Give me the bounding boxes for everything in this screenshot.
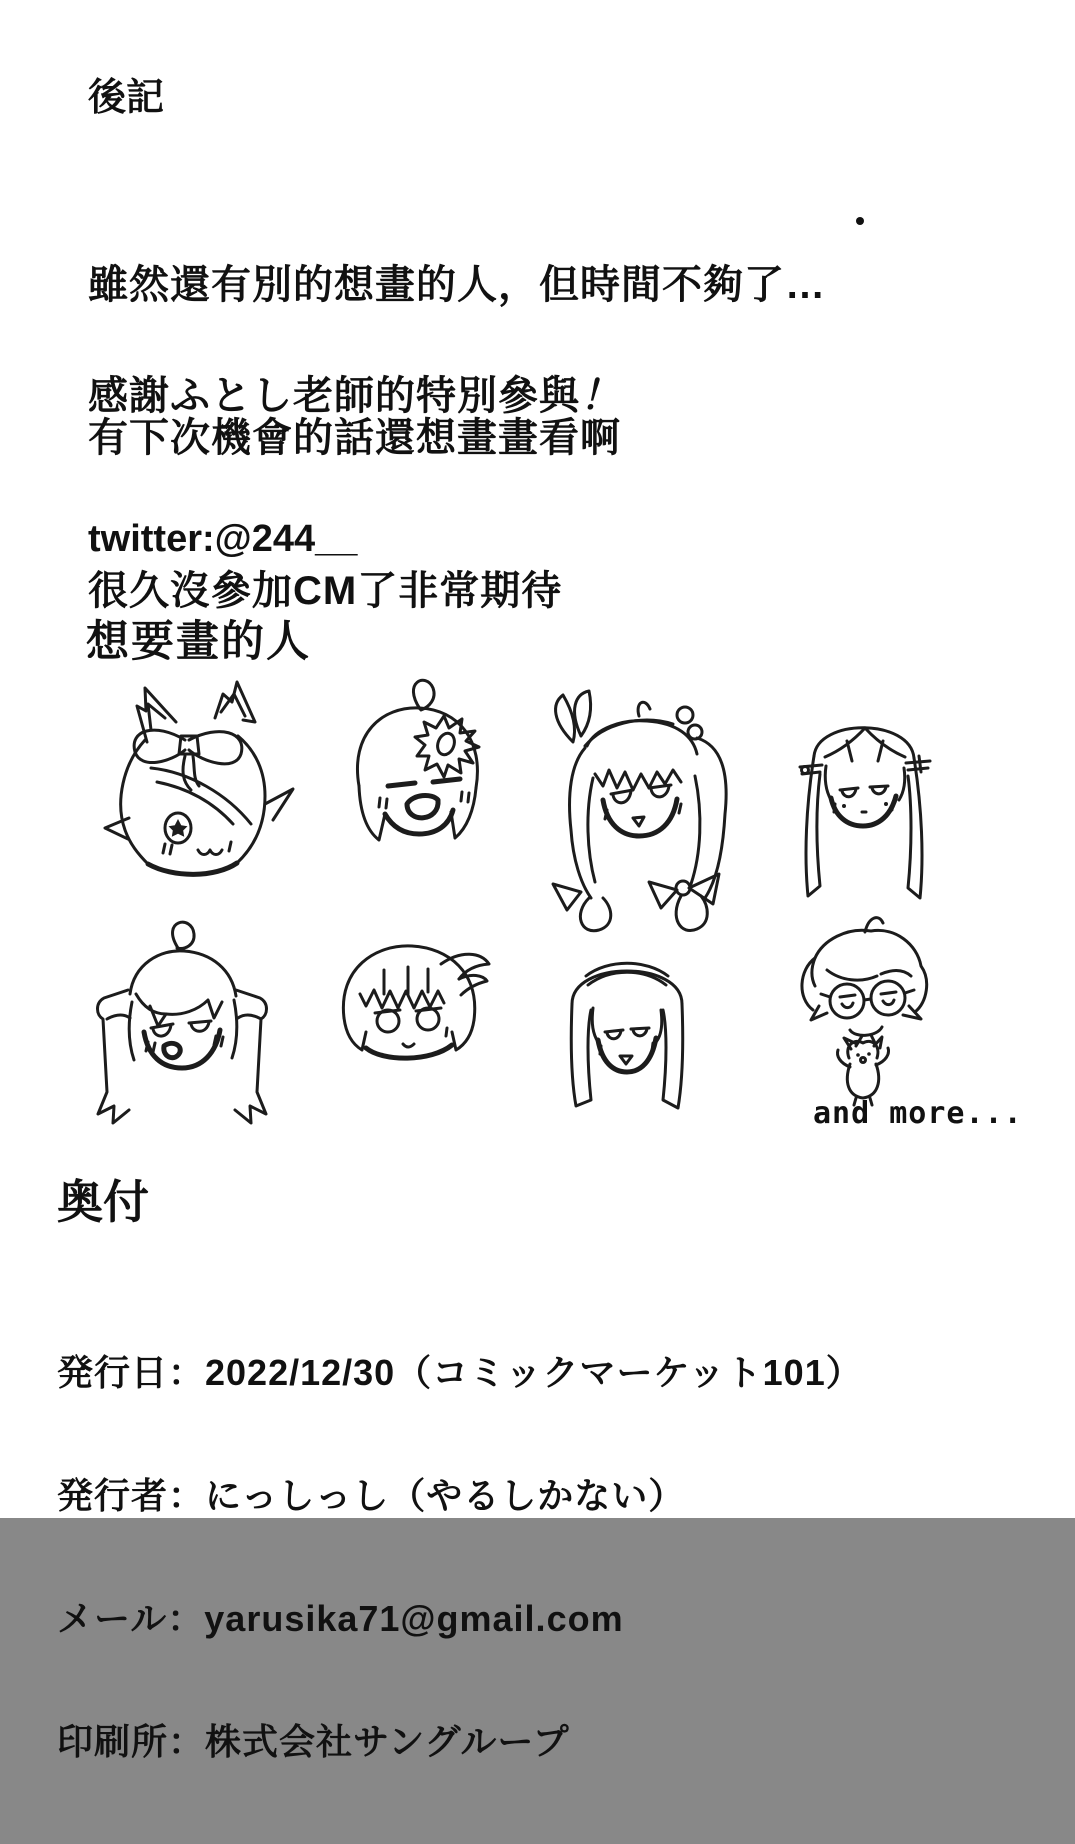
colophon-block xyxy=(57,1270,863,1844)
wishlist-heading: 想要畫的人 xyxy=(86,618,311,666)
intro-line-3: 很久沒參加CM了非常期待 xyxy=(88,569,563,613)
bob-feather-girl-sketch xyxy=(323,928,495,1078)
afterword-title: 後記 xyxy=(88,77,165,119)
intro-line-2: 有下次機會的話還想畫畫看啊 xyxy=(88,416,621,460)
thanks-exclamation: ！ xyxy=(580,374,621,418)
long-hair-hairpin-girl-sketch xyxy=(793,694,937,912)
colophon-title: 奥付 xyxy=(57,1176,149,1228)
colophon-email: メール：yarusika71@gmail.com xyxy=(57,1598,624,1639)
and-more-caption: and more... xyxy=(813,1096,1023,1131)
glasses-messy-hair-cat-sketch xyxy=(783,914,935,1112)
flower-bob-girl-sketch xyxy=(332,676,500,882)
colophon-publisher: 発行者：にっしっし（やるしかない） xyxy=(57,1475,686,1516)
colophon-publish-date: 発行日：2022/12/30（コミックマーケット101） xyxy=(57,1352,863,1393)
headband-long-hair-girl-sketch xyxy=(555,932,699,1114)
twintail-ribbon-girl-sketch xyxy=(531,682,759,936)
cat-ear-bow-girl-sketch xyxy=(85,676,313,894)
colophon-printer: 印刷所：株式会社サングループ xyxy=(57,1721,570,1762)
ink-speck xyxy=(856,217,864,225)
thanks-text: 感謝ふとし老師的特別參與 xyxy=(88,374,580,418)
twitter-handle: twitter:@244__ xyxy=(88,518,358,560)
ahoge-twintail-girl-sketch xyxy=(88,922,278,1126)
thanks-line xyxy=(88,364,621,421)
intro-line-1: 雖然還有別的想畫的人，但時間不夠了… xyxy=(88,263,826,307)
